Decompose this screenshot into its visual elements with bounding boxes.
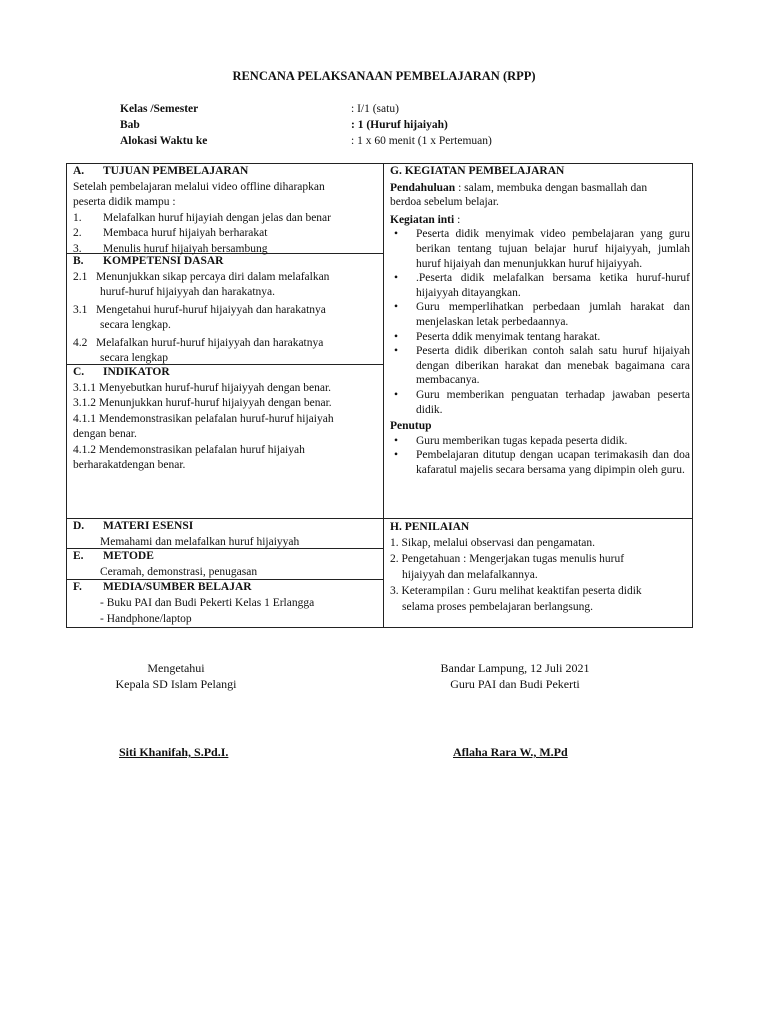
list-item: • Peserta ddik menyimak tentang harakat. <box>390 330 690 345</box>
document-title: RENCANA PELAKSANAAN PEMBELAJARAN (RPP) <box>232 69 536 83</box>
penilaian-line: hijaiyyah dan melafalkannya. <box>402 569 538 581</box>
kd-line: 3.1 Mengetahui huruf-huruf hijaiyyah dan harakatnya <box>73 303 326 316</box>
penilaian-line: 3. Keterampilan : Guru melihat keaktifan peserta didik <box>390 585 642 597</box>
tujuan-intro-2: peserta didik mampu : <box>73 196 176 208</box>
pendahuluan-line: Pendahuluan : salam, membuka dengan basmallah dan <box>390 181 648 194</box>
kd-line: secara lengkap <box>100 352 169 364</box>
list-item: • .Peserta didik melafalkan bersama ketika huruf-huruf hijaiyyah ditayangkan. <box>390 271 690 300</box>
kd-line: 2.1 Menunjukkan sikap percaya diri dalam melafalkan <box>73 270 330 283</box>
kepala-sekolah-name: Siti Khanifah, S.Pd.I. <box>119 745 229 759</box>
waktu-value: : 1 x 60 menit (1 x Pertemuan) <box>351 135 492 147</box>
section-d-heading: D. MATERI ESENSI <box>73 520 194 532</box>
kd-line: secara lengkap. <box>100 319 171 331</box>
kelas-value: : I/1 (satu) <box>351 103 399 115</box>
section-metode <box>73 549 257 580</box>
mengetahui-text: Mengetahui <box>147 661 205 675</box>
materi-text: Memahami dan melafalkan huruf hijaiyyah <box>100 535 300 548</box>
indikator-line: dengan benar. <box>73 428 137 440</box>
section-indikator <box>73 365 334 474</box>
kd-line: 4.2 Melafalkan huruf-huruf hijaiyyah dan harakatnya <box>73 336 324 349</box>
table-column-divider <box>383 163 384 628</box>
indikator-line: 4.1.2 Mendemonstrasikan pelafalan huruf hijaiyah <box>73 443 305 456</box>
section-materi <box>73 519 299 550</box>
section-a-heading: A. TUJUAN PEMBELAJARAN <box>73 165 249 177</box>
section-e-heading: E. METODE <box>73 550 154 562</box>
pendahuluan-line: berdoa sebelum belajar. <box>390 196 499 209</box>
media-line: - Buku PAI dan Budi Pekerti Kelas 1 Erlangga <box>100 596 315 609</box>
section-g-heading: G. KEGIATAN PEMBELAJARAN <box>390 165 565 177</box>
bab-label: Bab <box>120 119 140 131</box>
list-item: • Peserta didik menyimak video pembelajaran yang guru berikan tentang tujuan belajar huruf hijaiyyah, jumlah huruf hijaiyah dan menunjukkan huruf hijaiyyah. <box>390 227 690 271</box>
section-kegiatan <box>390 164 688 477</box>
kd-line: huruf-huruf hijaiyyah dan harakatnya. <box>100 286 275 298</box>
signature-right-block <box>410 660 620 692</box>
guru-title: Guru PAI dan Budi Pekerti <box>450 677 580 691</box>
indikator-line: 3.1.2 Menunjukkan huruf-huruf hijaiyyah dengan benar. <box>73 397 332 409</box>
kepala-sekolah-title: Kepala SD Islam Pelangi <box>115 677 237 691</box>
penutup-label: Penutup <box>390 420 432 433</box>
place-date: Bandar Lampung, 12 Juli 2021 <box>440 661 590 675</box>
section-kompetensi <box>73 254 329 367</box>
section-penilaian <box>390 519 642 615</box>
section-c-heading: C. INDIKATOR <box>73 366 170 378</box>
section-b-heading: B. KOMPETENSI DASAR <box>73 255 224 267</box>
tujuan-intro-1: Setelah pembelajaran melalui video offline diharapkan <box>73 180 325 193</box>
indikator-line: 3.1.1 Menyebutkan huruf-huruf hijaiyyah dengan benar. <box>73 381 332 394</box>
section-h-heading: H. PENILAIAN <box>390 521 470 533</box>
list-item: • Guru memberikan penguatan terhadap jawaban peserta didik. <box>390 388 690 417</box>
guru-name: Aflaha Rara W., M.Pd <box>453 745 568 759</box>
penilaian-line: selama proses pembelajaran berlangsung. <box>402 601 593 613</box>
indikator-line: 4.1.1 Mendemonstrasikan pelafalan huruf-huruf hijaiyah <box>73 412 334 425</box>
penilaian-line: 1. Sikap, melalui observasi dan pengamatan. <box>390 537 596 549</box>
list-item: • Guru memperlihatkan perbedaan jumlah harakat dan menjelaskan letak perbedaannya. <box>390 300 690 329</box>
inti-label: Kegiatan inti : <box>390 213 461 226</box>
bab-value: : 1 (Huruf hijaiyah) <box>351 119 448 131</box>
list-item: 1. Melafalkan huruf hijayiah dengan jelas dan benar <box>73 211 331 224</box>
waktu-label: Alokasi Waktu ke <box>120 135 208 147</box>
list-item: • Guru memberikan tugas kepada peserta didik. <box>390 434 690 449</box>
section-tujuan <box>73 164 331 257</box>
section-f-heading: F. MEDIA/SUMBER BELAJAR <box>73 581 252 593</box>
list-item: 3. Menulis huruf hijaiyah bersambung <box>73 242 268 255</box>
media-line: - Handphone/laptop <box>100 613 192 625</box>
kelas-label: Kelas /Semester <box>120 103 199 115</box>
list-item: 2. Membaca huruf hijaiyah berharakat <box>73 227 268 239</box>
signature-left-block <box>86 660 266 692</box>
indikator-line: berharakatdengan benar. <box>73 459 186 471</box>
section-media <box>73 580 314 628</box>
list-item: • Pembelajaran ditutup dengan ucapan terimakasih dan doa kafaratul majelis secara bersama yang dipimpin oleh guru. <box>390 448 690 477</box>
penilaian-line: 2. Pengetahuan : Mengerjakan tugas menulis huruf <box>390 553 625 565</box>
list-item: • Peserta didik diberikan contoh salah satu huruf hijaiyah dengan diberikan harakat dan menebak bagaimana cara membacanya. <box>390 344 690 388</box>
metode-text: Ceramah, demonstrasi, penugasan <box>100 565 258 578</box>
